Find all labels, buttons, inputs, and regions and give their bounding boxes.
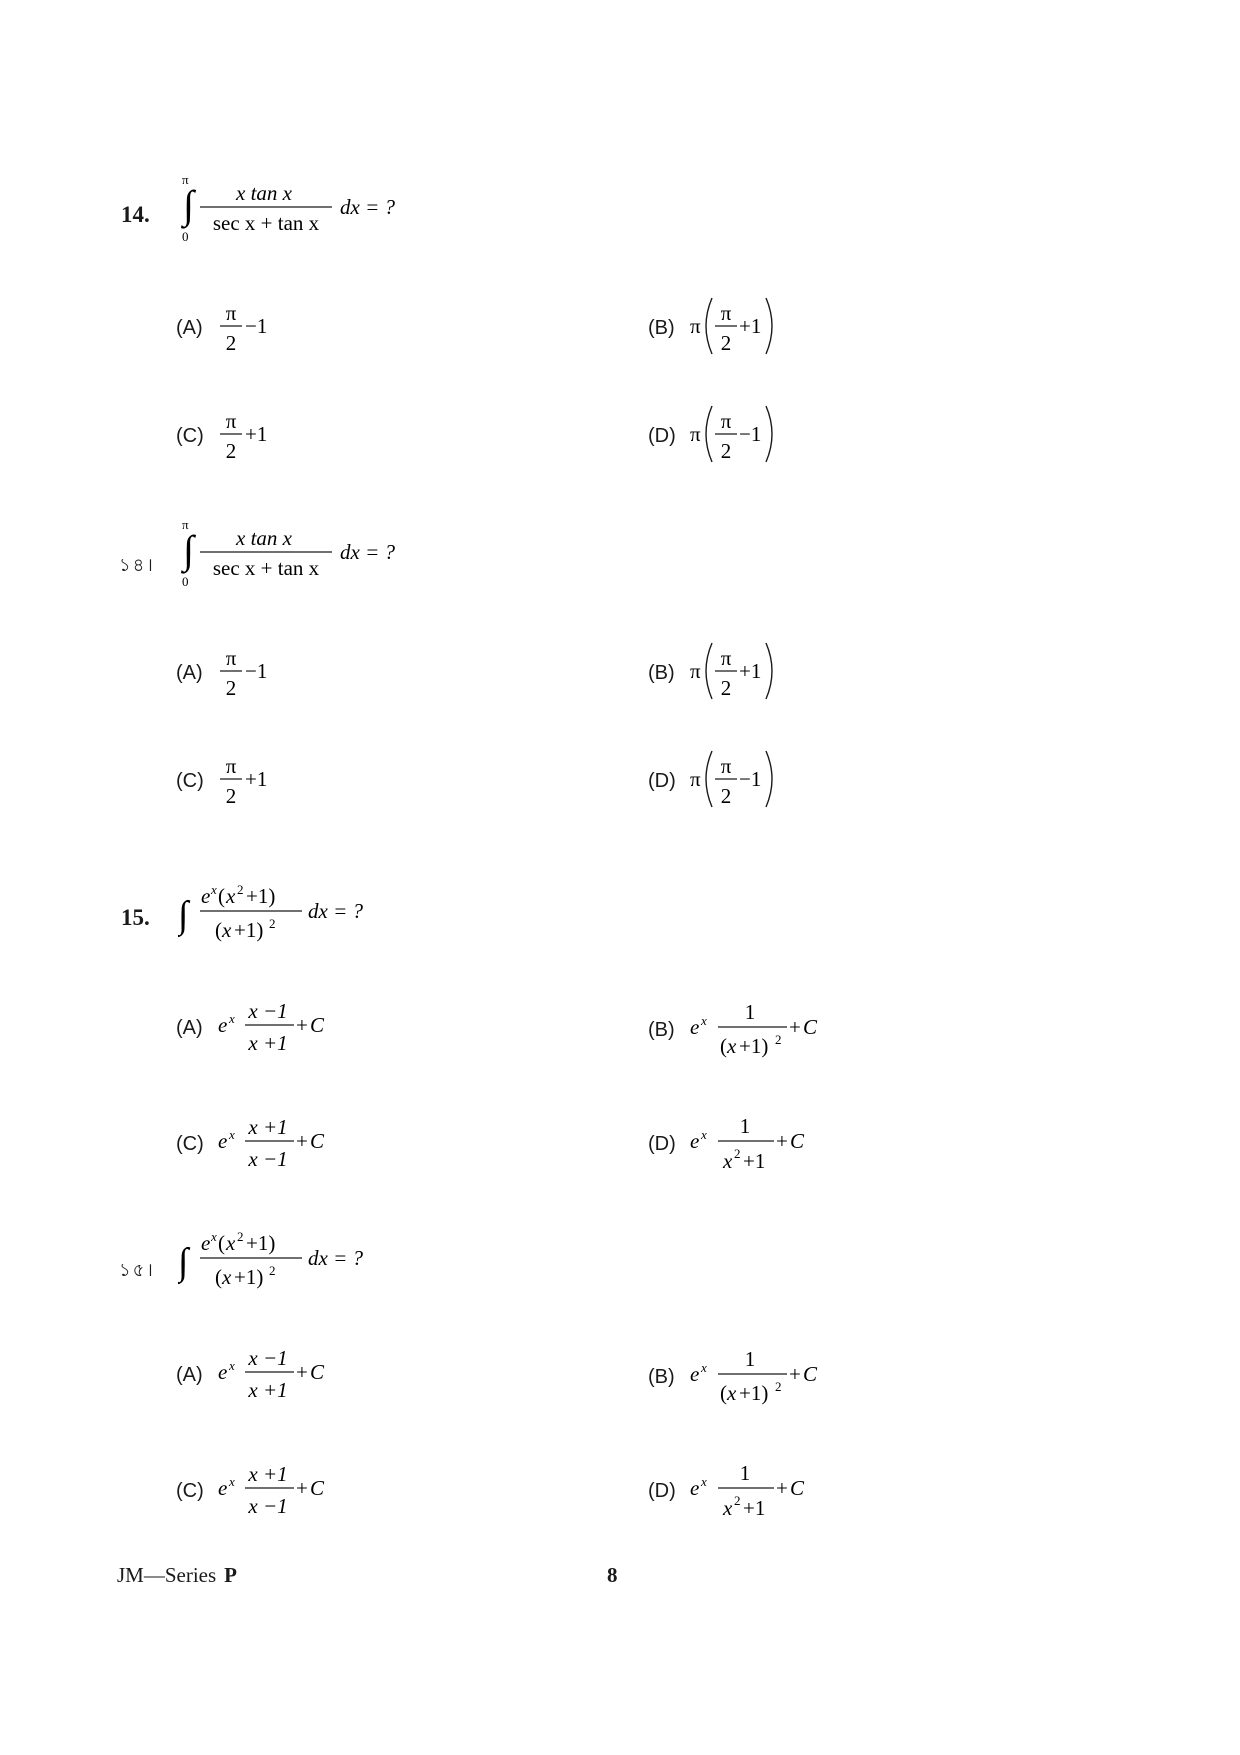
svg-text:2: 2 (775, 1379, 782, 1394)
option-b[interactable] (648, 290, 948, 360)
svg-text:+1: +1 (739, 314, 762, 338)
svg-text:+1): +1) (234, 1265, 264, 1289)
svg-text:2: 2 (225, 331, 237, 355)
svg-text:x: x (727, 1034, 737, 1058)
svg-text:x: x (222, 1265, 232, 1289)
svg-text:e: e (690, 1129, 700, 1153)
option-math (218, 1106, 358, 1176)
svg-text:+: + (776, 1129, 788, 1153)
option-label: (A) (176, 1364, 203, 1386)
svg-text:2: 2 (225, 439, 237, 463)
numerator: x tan x (236, 181, 292, 205)
svg-text:+1): +1) (739, 1381, 769, 1405)
option-math (690, 290, 800, 360)
svg-text:C: C (310, 1129, 325, 1153)
series-letter: P (224, 1563, 237, 1587)
question-stem (178, 170, 438, 250)
option-label: (D) (648, 1133, 676, 1155)
svg-text:+1: +1 (245, 767, 268, 791)
question-stem (178, 515, 438, 595)
question-14 (0, 170, 1240, 470)
lower-limit: 0 (182, 229, 189, 244)
svg-text:2: 2 (720, 331, 732, 355)
svg-text:(: ( (720, 1381, 727, 1405)
svg-text:e: e (218, 1360, 228, 1384)
option-b[interactable] (648, 635, 948, 705)
svg-text:2: 2 (775, 1032, 782, 1047)
svg-text:2: 2 (225, 676, 237, 700)
svg-text:+: + (776, 1476, 788, 1500)
svg-text:x: x (701, 1127, 707, 1142)
svg-text:dx = ?: dx = ? (308, 1246, 363, 1270)
svg-text:x: x (701, 1474, 707, 1489)
footer-series (117, 1563, 237, 1588)
svg-text:+1): +1) (246, 884, 276, 908)
option-c[interactable] (176, 398, 476, 468)
option-math (218, 635, 298, 705)
option-label: (D) (648, 1480, 676, 1502)
option-a[interactable] (176, 635, 476, 705)
svg-text:x +1: x +1 (248, 1115, 288, 1139)
svg-text:1: 1 (744, 1000, 756, 1024)
svg-text:x +1: x +1 (248, 1462, 288, 1486)
svg-text:C: C (790, 1476, 805, 1500)
option-math (690, 1453, 840, 1523)
svg-text:x +1: x +1 (248, 1031, 288, 1055)
option-label: (B) (648, 317, 675, 339)
svg-text:x: x (229, 1358, 235, 1373)
svg-text:x: x (226, 1231, 236, 1255)
stem-tail: dx = ? (340, 540, 395, 564)
upper-limit: π (182, 517, 189, 532)
option-label: (C) (176, 1133, 204, 1155)
option-d[interactable] (648, 743, 948, 813)
svg-text:2: 2 (237, 882, 244, 897)
svg-text:x: x (229, 1011, 235, 1026)
lower-limit: 0 (182, 574, 189, 589)
svg-text:x: x (723, 1149, 733, 1173)
svg-text:e: e (690, 1015, 700, 1039)
svg-text:π: π (690, 767, 701, 791)
stem-tail: dx = ? (340, 195, 395, 219)
svg-text:+1): +1) (739, 1034, 769, 1058)
option-math (218, 990, 358, 1060)
svg-text:e: e (218, 1129, 228, 1153)
svg-text:π: π (690, 659, 701, 683)
option-d[interactable] (648, 398, 948, 468)
option-a[interactable] (176, 290, 476, 360)
svg-text:C: C (310, 1360, 325, 1384)
svg-text:−1: −1 (739, 767, 762, 791)
svg-text:x: x (701, 1360, 707, 1375)
svg-text:π: π (690, 314, 701, 338)
option-a[interactable] (176, 990, 476, 1060)
option-c[interactable] (176, 1106, 476, 1176)
svg-text:π: π (720, 646, 732, 670)
svg-text:C: C (790, 1129, 805, 1153)
svg-text:e: e (218, 1013, 228, 1037)
svg-text:2: 2 (269, 916, 276, 931)
svg-text:e: e (690, 1362, 700, 1386)
integral-sign: ∫ (178, 894, 189, 936)
option-b[interactable] (648, 1337, 948, 1407)
svg-text:+1): +1) (246, 1231, 276, 1255)
option-c[interactable] (176, 1453, 476, 1523)
svg-text:x: x (211, 1229, 217, 1244)
option-a[interactable] (176, 1337, 476, 1407)
svg-text:x −1: x −1 (248, 1147, 288, 1171)
svg-text:π: π (225, 301, 237, 325)
option-label: (D) (648, 770, 676, 792)
option-b[interactable] (648, 990, 948, 1060)
svg-text:+: + (789, 1015, 801, 1039)
option-math (218, 1453, 358, 1523)
numerator: x tan x (236, 526, 292, 550)
svg-text:x +1: x +1 (248, 1378, 288, 1402)
svg-text:2: 2 (720, 784, 732, 808)
svg-text:+: + (296, 1360, 308, 1384)
option-math (690, 743, 800, 813)
svg-text:C: C (310, 1013, 325, 1037)
svg-text:+1: +1 (743, 1496, 766, 1520)
svg-text:e: e (201, 1231, 211, 1255)
option-label: (D) (648, 425, 676, 447)
svg-text:1: 1 (744, 1347, 756, 1371)
svg-text:π: π (690, 422, 701, 446)
svg-text:2: 2 (734, 1493, 741, 1508)
page-number: 8 (607, 1563, 618, 1587)
option-c[interactable] (176, 743, 476, 813)
svg-text:(: ( (215, 918, 222, 942)
option-label: (C) (176, 770, 204, 792)
svg-text:1: 1 (739, 1114, 751, 1138)
svg-text:−1: −1 (739, 422, 762, 446)
option-math (690, 635, 800, 705)
svg-text:x: x (723, 1496, 733, 1520)
option-math (690, 1337, 850, 1407)
denominator: sec x + tan x (212, 556, 320, 580)
option-math (690, 398, 800, 468)
question-stem (178, 1222, 418, 1302)
svg-text:e: e (201, 884, 211, 908)
question-14-bengali (0, 515, 1240, 815)
option-label: (C) (176, 425, 204, 447)
svg-text:+: + (296, 1013, 308, 1037)
svg-text:x −1: x −1 (248, 1346, 288, 1370)
svg-text:2: 2 (720, 676, 732, 700)
svg-text:x −1: x −1 (248, 1494, 288, 1518)
svg-text:C: C (310, 1476, 325, 1500)
svg-text:x: x (727, 1381, 737, 1405)
svg-text:+1): +1) (234, 918, 264, 942)
svg-text:x: x (229, 1474, 235, 1489)
upper-limit: π (182, 172, 189, 187)
svg-text:2: 2 (734, 1146, 741, 1161)
svg-text:(: ( (215, 1265, 222, 1289)
option-d[interactable] (648, 1106, 948, 1176)
question-15-bengali (0, 1222, 1240, 1522)
svg-text:+: + (789, 1362, 801, 1386)
svg-text:x: x (226, 884, 236, 908)
series-text: JM—Series (117, 1563, 217, 1587)
svg-text:+1: +1 (739, 659, 762, 683)
option-label: (C) (176, 1480, 204, 1502)
option-label: (A) (176, 317, 203, 339)
svg-text:x: x (222, 918, 232, 942)
svg-text:−1: −1 (245, 314, 268, 338)
svg-text:π: π (720, 301, 732, 325)
integral-sign: ∫ (178, 1241, 189, 1283)
svg-text:(: ( (218, 884, 225, 908)
svg-text:π: π (225, 646, 237, 670)
option-math (218, 398, 298, 468)
option-label: (B) (648, 1366, 675, 1388)
svg-text:2: 2 (237, 1229, 244, 1244)
svg-text:π: π (720, 409, 732, 433)
option-math (218, 1337, 358, 1407)
svg-text:2: 2 (269, 1263, 276, 1278)
question-number: 14. (121, 202, 150, 227)
question-number: ১৪। (119, 555, 155, 576)
svg-text:C: C (803, 1015, 818, 1039)
question-stem (178, 875, 418, 955)
svg-text:−1: −1 (245, 659, 268, 683)
svg-text:1: 1 (739, 1461, 751, 1485)
option-math (218, 290, 298, 360)
integral-sign: ∫ (183, 527, 194, 572)
svg-text:(: ( (720, 1034, 727, 1058)
svg-text:C: C (803, 1362, 818, 1386)
svg-text:x: x (701, 1013, 707, 1028)
svg-text:e: e (218, 1476, 228, 1500)
svg-text:(: ( (218, 1231, 225, 1255)
question-number: 15. (121, 905, 150, 930)
question-15 (0, 875, 1240, 1175)
svg-text:π: π (225, 754, 237, 778)
svg-text:+1: +1 (743, 1149, 766, 1173)
question-number: ১৫। (119, 1260, 155, 1281)
option-label: (B) (648, 662, 675, 684)
svg-text:x: x (229, 1127, 235, 1142)
svg-text:x: x (211, 882, 217, 897)
denominator: sec x + tan x (212, 211, 320, 235)
option-label: (B) (648, 1019, 675, 1041)
svg-text:+: + (296, 1476, 308, 1500)
svg-text:2: 2 (720, 439, 732, 463)
option-d[interactable] (648, 1453, 948, 1523)
svg-text:π: π (720, 754, 732, 778)
svg-text:π: π (225, 409, 237, 433)
svg-text:2: 2 (225, 784, 237, 808)
svg-text:dx = ?: dx = ? (308, 899, 363, 923)
option-math (690, 1106, 840, 1176)
svg-text:+1: +1 (245, 422, 268, 446)
option-math (690, 990, 850, 1060)
svg-text:x −1: x −1 (248, 999, 288, 1023)
svg-text:e: e (690, 1476, 700, 1500)
option-label: (A) (176, 662, 203, 684)
svg-text:+: + (296, 1129, 308, 1153)
option-math (218, 743, 298, 813)
integral-sign: ∫ (183, 182, 194, 227)
option-label: (A) (176, 1017, 203, 1039)
